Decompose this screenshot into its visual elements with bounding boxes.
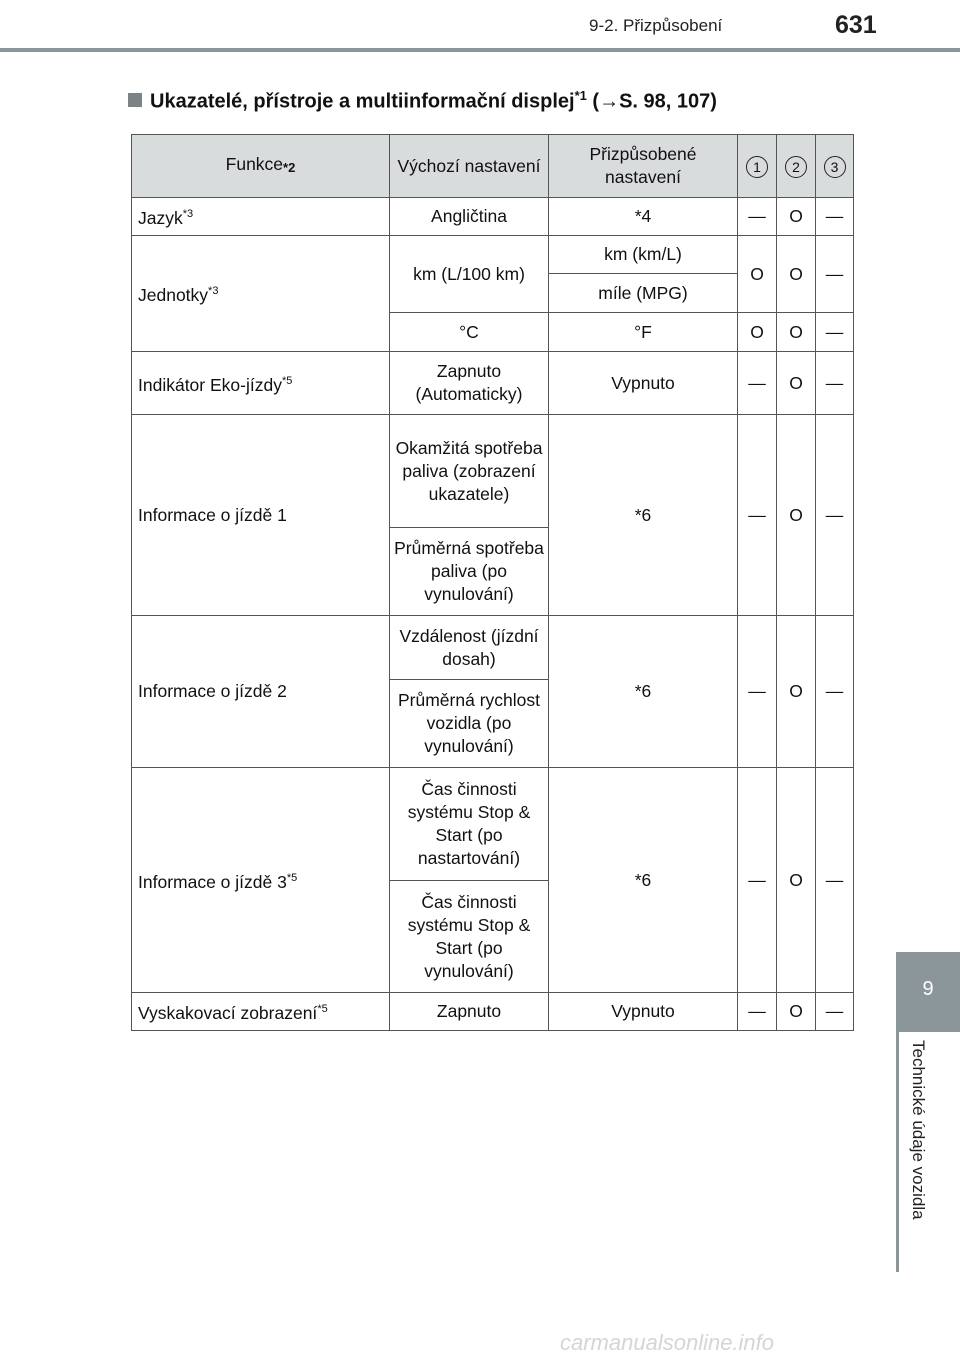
row-c2: O <box>777 198 816 236</box>
row-default: °C <box>390 313 549 352</box>
chapter-number: 9 <box>922 978 934 1000</box>
row-c2: O <box>777 993 816 1031</box>
row-default-b: Čas činnosti systému Stop & Start (po vynulování) <box>390 881 549 993</box>
table-row <box>132 198 854 236</box>
section-heading <box>128 88 717 114</box>
row-c3: — <box>816 352 854 415</box>
header-function: Funkce$^{*2}$ <box>132 135 390 198</box>
circle-3-icon: 3 <box>824 156 846 178</box>
watermark: carmanualsonline.info <box>560 1330 775 1355</box>
table-header-row <box>132 135 854 198</box>
table-row <box>132 768 854 881</box>
row-default: km (L/100 km) <box>390 236 549 313</box>
row-c2: O <box>777 415 816 616</box>
row-custom: Vypnuto <box>549 352 738 415</box>
chapter-label: Technické údaje vozidla <box>909 1040 928 1220</box>
row-default-b: Průměrná spotřeba paliva (po vynulování) <box>390 528 549 616</box>
row-c1: — <box>738 352 777 415</box>
table-row <box>132 415 854 528</box>
page-number: 631 <box>835 11 877 39</box>
circle-2-icon: 2 <box>785 156 807 178</box>
header-col-1 <box>738 135 777 198</box>
row-name: Informace o jízdě 3$^{*5}$ <box>132 768 390 993</box>
row-default-a: Okamžitá spotřeba paliva (zobrazení ukazatele) <box>390 415 549 528</box>
row-default: Zapnuto <box>390 993 549 1031</box>
header-default: Výchozí nastavení <box>390 135 549 198</box>
row-c3: — <box>816 313 854 352</box>
heading-reference: (→S. 98, 107) <box>586 90 717 113</box>
row-custom: Vypnuto <box>549 993 738 1031</box>
table-row <box>132 993 854 1031</box>
row-custom: *6 <box>549 616 738 768</box>
row-name: Informace o jízdě 1 <box>132 415 390 616</box>
row-c1: — <box>738 198 777 236</box>
row-c3: — <box>816 768 854 993</box>
header-custom: Přizpůsobené nastavení <box>549 135 738 198</box>
heading-footnote: *1 <box>574 88 587 103</box>
row-c1: — <box>738 415 777 616</box>
row-name: Informace o jízdě 2 <box>132 616 390 768</box>
row-name: Jednotky$^{*3}$ <box>132 236 390 352</box>
row-c3: — <box>816 993 854 1031</box>
row-custom: *4 <box>549 198 738 236</box>
row-custom: °F <box>549 313 738 352</box>
header-col-3 <box>816 135 854 198</box>
row-c2: O <box>777 313 816 352</box>
row-c1: — <box>738 768 777 993</box>
chapter-tab <box>896 952 960 1032</box>
circle-1-icon: 1 <box>746 156 768 178</box>
table-row <box>132 236 854 274</box>
table-row <box>132 352 854 415</box>
header-divider <box>0 48 960 52</box>
row-custom-b: míle (MPG) <box>549 274 738 313</box>
row-c3: — <box>816 616 854 768</box>
row-default-a: Čas činnosti systému Stop & Start (po nastartování) <box>390 768 549 881</box>
row-name: Vyskakovací zobrazení$^{*5}$ <box>132 993 390 1031</box>
row-c3: — <box>816 236 854 313</box>
row-c1: — <box>738 616 777 768</box>
row-name: Jazyk$^{*3}$ <box>132 198 390 236</box>
row-name: Indikátor Eko-jízdy$^{*5}$ <box>132 352 390 415</box>
row-c1: O <box>738 236 777 313</box>
row-c3: — <box>816 198 854 236</box>
heading-text: Ukazatelé, přístroje a multiinformační displej <box>150 90 575 113</box>
row-c2: O <box>777 616 816 768</box>
row-c1: — <box>738 993 777 1031</box>
row-c3: — <box>816 415 854 616</box>
row-c2: O <box>777 768 816 993</box>
row-custom: *6 <box>549 768 738 993</box>
row-custom-a: km (km/L) <box>549 236 738 274</box>
row-default-a: Vzdálenost (jízdní dosah) <box>390 616 549 680</box>
bullet-square-icon <box>128 93 142 107</box>
row-default: Angličtina <box>390 198 549 236</box>
header-col-2 <box>777 135 816 198</box>
row-custom: *6 <box>549 415 738 616</box>
row-default-b: Průměrná rychlost vozidla (po vynulování) <box>390 680 549 768</box>
settings-table <box>131 134 854 1031</box>
section-title: 9-2. Přizpůsobení <box>589 16 723 35</box>
row-c2: O <box>777 352 816 415</box>
row-default: Zapnuto (Automaticky) <box>390 352 549 415</box>
table-row <box>132 616 854 680</box>
row-c1: O <box>738 313 777 352</box>
row-c2: O <box>777 236 816 313</box>
